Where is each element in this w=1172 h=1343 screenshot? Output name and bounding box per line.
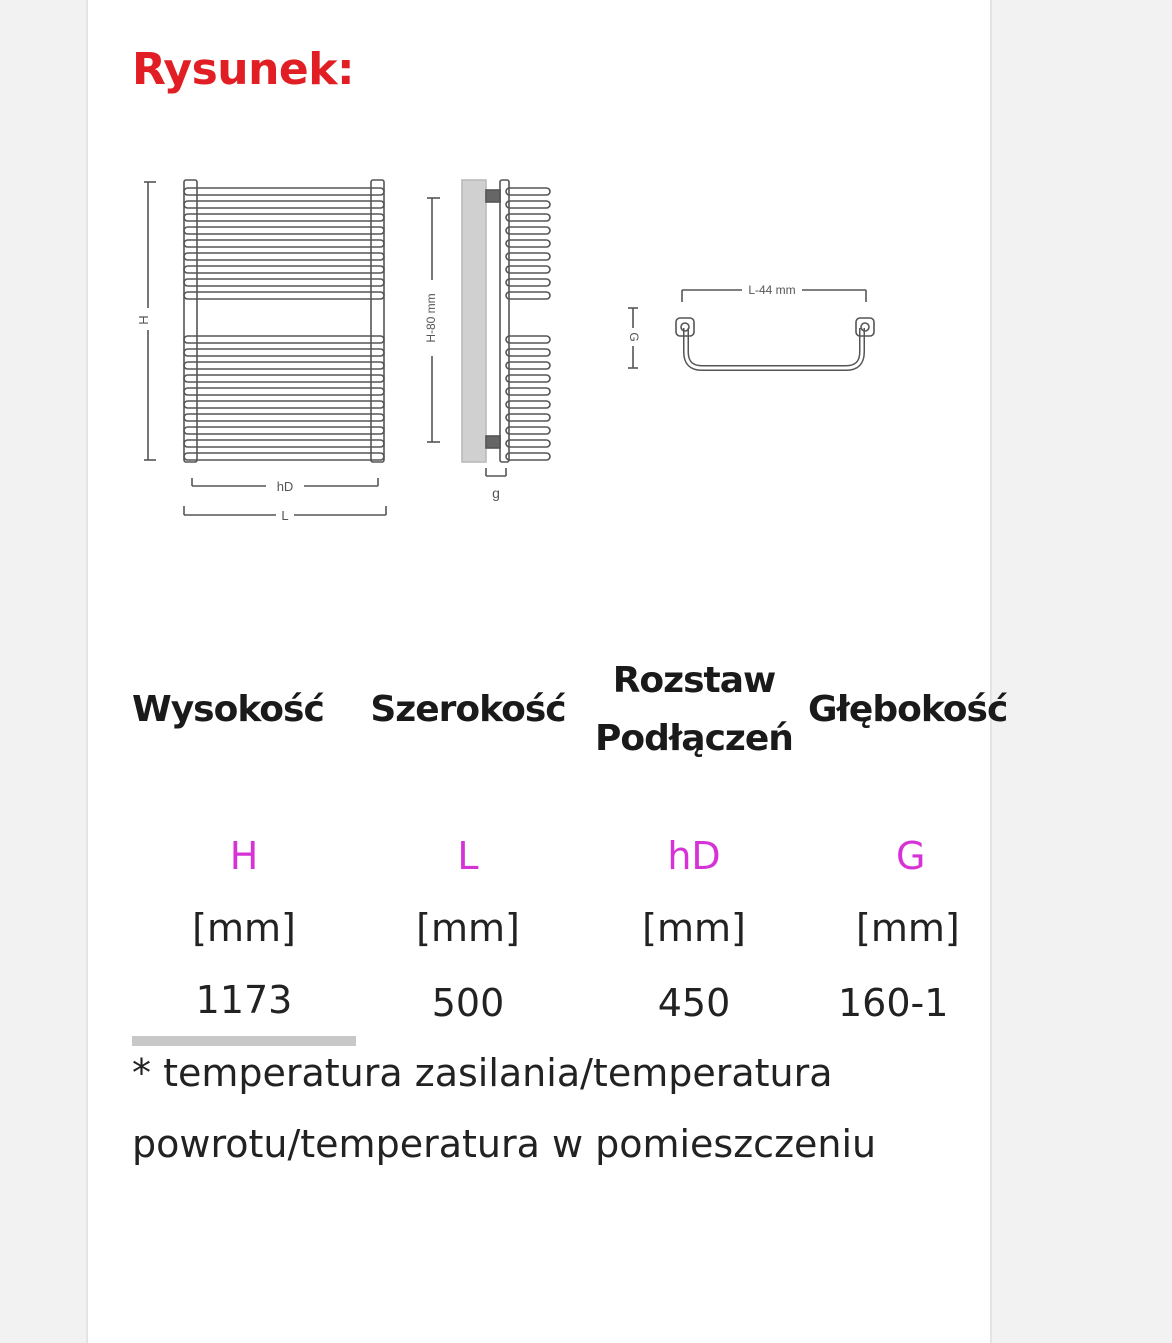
front-label-width: L bbox=[281, 508, 289, 523]
front-bar bbox=[184, 362, 384, 369]
front-view bbox=[144, 180, 386, 515]
value-cell: 500 bbox=[431, 980, 505, 1025]
symbol-cell: L bbox=[457, 834, 479, 878]
side-bar bbox=[506, 375, 550, 382]
front-bar bbox=[184, 440, 384, 447]
header-connection-spacing-line1: Rozstaw bbox=[612, 660, 776, 701]
header-width: Szerokość bbox=[370, 689, 566, 730]
side-view bbox=[427, 180, 550, 476]
unit-row bbox=[132, 892, 1172, 964]
front-bar bbox=[184, 279, 384, 286]
front-label-height: H bbox=[136, 315, 151, 325]
front-bar bbox=[184, 266, 384, 273]
side-label-depth: g bbox=[492, 485, 500, 501]
side-bar bbox=[506, 201, 550, 208]
side-bar bbox=[506, 266, 550, 273]
header-depth: Głębokość bbox=[808, 689, 1008, 730]
side-bar bbox=[506, 253, 550, 260]
symbol-cell: G bbox=[896, 834, 926, 878]
header-connection-spacing-line2: Podłączeń bbox=[595, 718, 793, 759]
side-bar bbox=[506, 227, 550, 234]
header-connection-spacing bbox=[580, 640, 808, 780]
side-bar bbox=[506, 440, 550, 447]
front-bar bbox=[184, 427, 384, 434]
spec-table bbox=[132, 640, 1172, 1046]
header-row bbox=[132, 640, 1172, 780]
section-title: Rysunek: bbox=[132, 44, 355, 95]
front-bar bbox=[184, 349, 384, 356]
front-bar bbox=[184, 201, 384, 208]
side-bar bbox=[506, 349, 550, 356]
side-bar bbox=[506, 336, 550, 343]
header-height: Wysokość bbox=[132, 689, 324, 730]
side-label-height: H-80 mm bbox=[424, 293, 439, 343]
unit-cell: [mm] bbox=[856, 906, 960, 950]
side-bar bbox=[506, 214, 550, 221]
top-label-span: L-44 mm bbox=[748, 283, 796, 297]
spec-table-container[interactable] bbox=[132, 640, 1008, 1040]
front-bar bbox=[184, 388, 384, 395]
front-bar bbox=[184, 336, 384, 343]
side-bar bbox=[506, 362, 550, 369]
unit-cell: [mm] bbox=[642, 906, 746, 950]
front-bar bbox=[184, 214, 384, 221]
symbol-row bbox=[132, 780, 1172, 892]
top-label-depth: G bbox=[626, 332, 641, 342]
front-bar bbox=[184, 414, 384, 421]
side-bar bbox=[506, 427, 550, 434]
front-bar bbox=[184, 253, 384, 260]
front-bar bbox=[184, 240, 384, 247]
value-cell: 1173 bbox=[132, 964, 356, 1041]
front-label-handle-span: hD bbox=[276, 479, 294, 494]
top-view bbox=[628, 290, 874, 368]
temperature-note: * temperatura zasilania/temperatura powrotu/temperatura w pomieszczeniu bbox=[132, 1051, 877, 1166]
unit-cell: [mm] bbox=[416, 906, 520, 950]
front-bar bbox=[184, 401, 384, 408]
radiator-technical-drawing bbox=[130, 160, 910, 540]
front-bar bbox=[184, 188, 384, 195]
side-bar bbox=[506, 388, 550, 395]
front-bar bbox=[184, 292, 384, 299]
side-bar bbox=[506, 414, 550, 421]
unit-cell: [mm] bbox=[192, 906, 296, 950]
front-bar bbox=[184, 453, 384, 460]
front-bar bbox=[184, 375, 384, 382]
side-bar bbox=[506, 292, 550, 299]
symbol-cell: hD bbox=[667, 834, 721, 878]
side-bar bbox=[506, 401, 550, 408]
value-cell: 160-1 bbox=[838, 980, 949, 1025]
value-cell: 450 bbox=[657, 980, 731, 1025]
value-row bbox=[132, 964, 1172, 1041]
side-bar bbox=[506, 240, 550, 247]
side-bar bbox=[506, 188, 550, 195]
front-bar bbox=[184, 227, 384, 234]
side-bar bbox=[506, 279, 550, 286]
side-bar bbox=[506, 453, 550, 460]
symbol-cell: H bbox=[229, 834, 259, 878]
